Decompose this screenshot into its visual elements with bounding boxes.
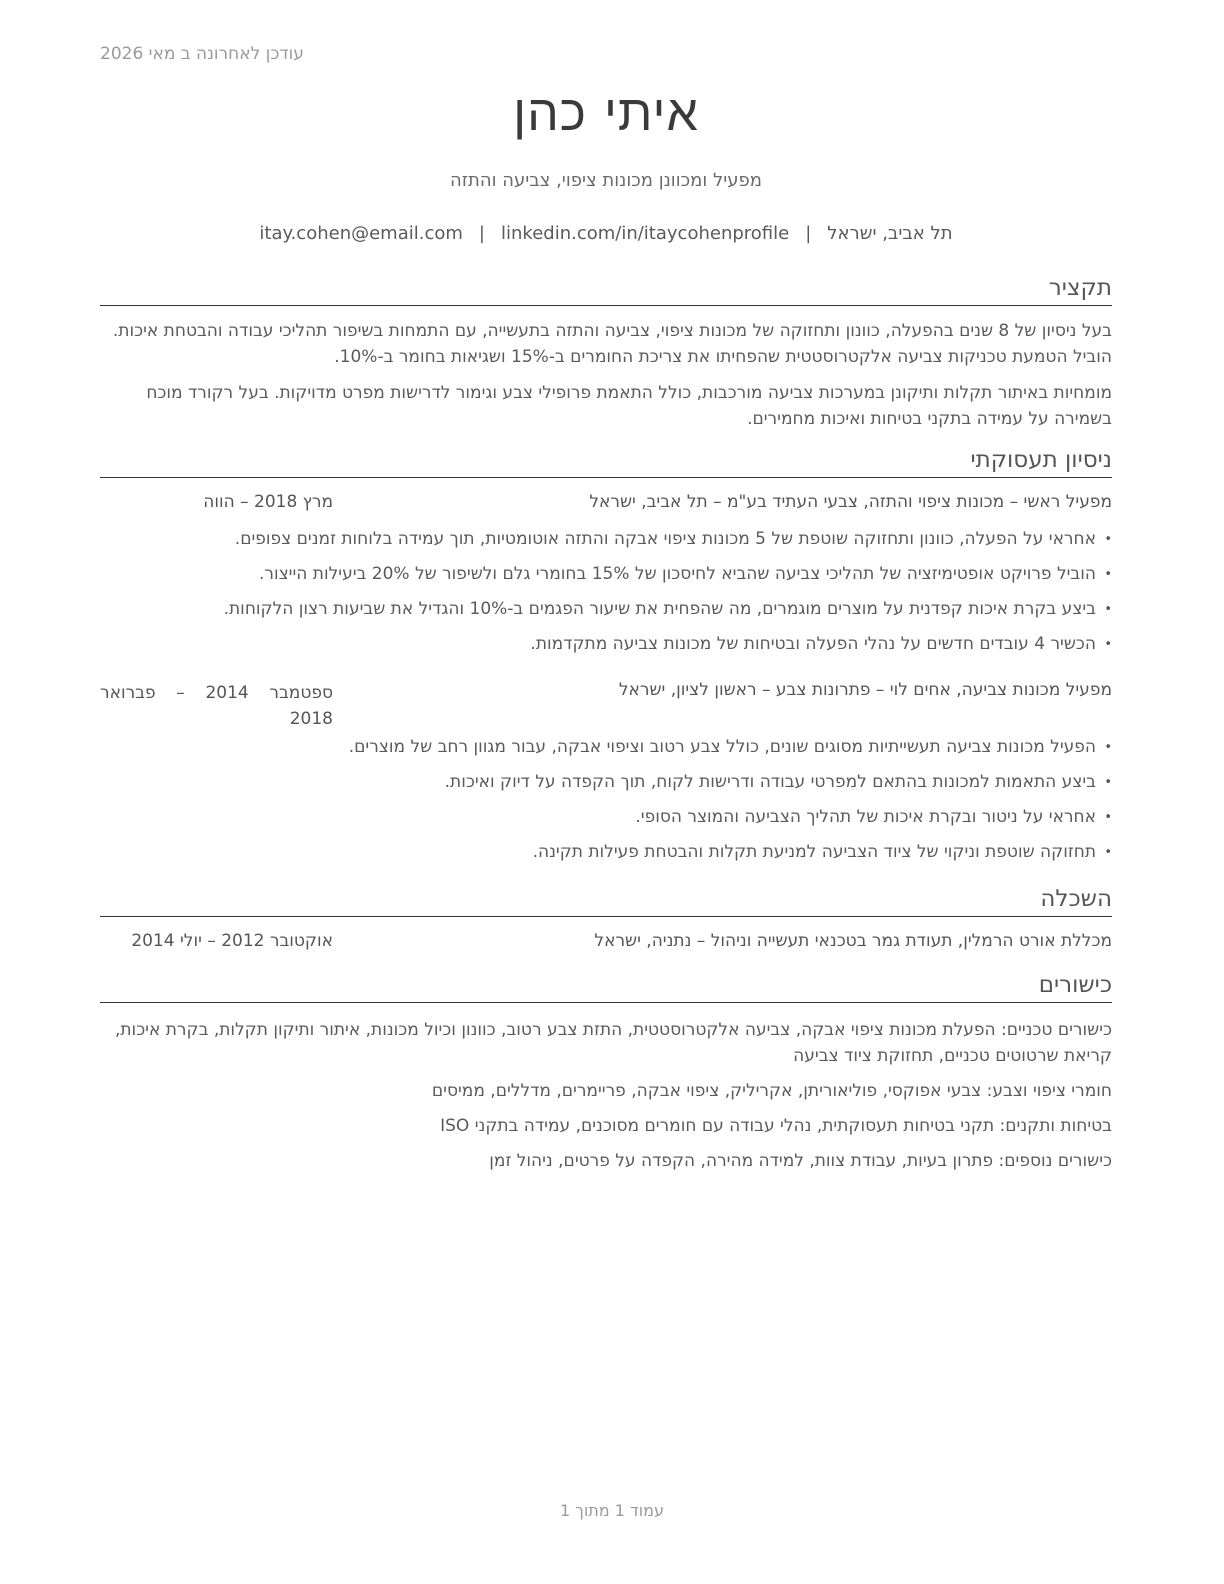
job-dates: ספטמבר 2014 – פברואר 2018 — [100, 682, 333, 729]
skills-heading: כישורים — [100, 972, 1112, 1003]
candidate-name: איתי כהן — [513, 84, 699, 142]
job-role: מפעיל מכונות צביעה, אחים לוי – פתרונות צבע – ראשון לציון, ישראל — [618, 679, 1112, 700]
education-entry — [100, 931, 1112, 957]
summary-heading: תקציר — [100, 275, 1112, 306]
list-item: • ביצע התאמות למכונות בהתאם למפרטי עבודה ודרישות לקוח, תוך הקפדה על דיוק ואיכות. — [100, 765, 1112, 800]
summary-paragraph: בעל ניסיון של 8 שנים בהפעלה, כוונון ותחזוקה של מכונות ציפוי, צביעה והתזה בתעשייה, עם התמחות בשיפור תהליכי עבודה והבטחת איכות. הוביל הטמעת טכניקות צביעה אלקטרוסטטית שהפחיתו את צריכת החומרים ב-15% ושגיאות בחומר ב-10%. — [112, 320, 1112, 367]
list-item: • תחזוקה שוטפת וניקוי של ציוד הצביעה למניעת תקלות והבטחת פעילות תקינה. — [100, 835, 1112, 870]
skills-line: בטיחות ותקנים: תקני בטיחות תעסוקתית, נהלי עבודה עם חומרים מסוכנים, עמידה בתקני ISO — [440, 1115, 1112, 1136]
list-item: • הוביל פרויקט אופטימיזציה של תהליכי צביעה שהביא לחיסכון של 15% בחומרי גלם ולשיפור של 20% ביעילות הייצור. — [100, 557, 1112, 592]
list-item: • ביצע בקרת איכות קפדנית על מוצרים מוגמרים, מה שהפחית את שיעור הפגמים ב-10% והגדיל את שביעות רצון הלקוחות. — [100, 592, 1112, 627]
contact-line — [100, 223, 1112, 244]
contact-email[interactable]: itay.cohen@email.com — [259, 223, 463, 244]
list-item: • אחראי על הפעלה, כוונון ותחזוקה שוטפת של 5 מכונות ציפוי אבקה והתזה אוטומטיות, תוך עמידה בלוחות זמנים צפופים. — [100, 522, 1112, 557]
contact-linkedin[interactable]: linkedin.com/in/itaycohenprofile — [501, 223, 790, 244]
contact-separator: | — [478, 223, 485, 244]
skills-line: חומרי ציפוי וצבע: צבעי אפוקסי, פוליאוריתן, אקריליק, ציפוי אבקה, פריימרים, מדללים, ממיסים — [431, 1080, 1112, 1101]
job-bullets — [100, 522, 1112, 662]
skills-line: כישורים טכניים: הפעלת מכונות ציפוי אבקה, צביעה אלקטרוסטטית, התזת צבע רטוב, כוונון וכיול מכונות, איתור ותיקון תקלות, בקרת איכות, קריאת שרטוטים טכניים, תחזוקת ציוד צביעה — [114, 1019, 1112, 1066]
summary-paragraph: מומחיות באיתור תקלות ותיקונן במערכות צביעה מורכבות, כולל התאמת פרופילי צבע וגימור לדרישות מפרט מדויקות. בעל רקורד מוכח בשמירה על עמידה בתקני בטיחות ואיכות מחמירים. — [146, 382, 1112, 429]
job-dates: מרץ 2018 – הווה — [203, 491, 333, 512]
experience-heading: ניסיון תעסוקתי — [100, 447, 1112, 478]
job-header — [100, 492, 1112, 518]
candidate-title: מפעיל ומכוונן מכונות ציפוי, צביעה והתזה — [450, 170, 762, 191]
page-number: עמוד 1 מתוך 1 — [560, 1501, 664, 1520]
contact-separator: | — [805, 223, 812, 244]
skills-line: כישורים נוספים: פתרון בעיות, עבודת צוות, למידה מהירה, הקפדה על פרטים, ניהול זמן — [489, 1150, 1112, 1171]
experience-section — [100, 447, 1112, 870]
contact-location: תל אביב, ישראל — [827, 223, 953, 244]
skills-section — [100, 972, 1112, 1174]
job-bullets — [100, 730, 1112, 870]
education-section — [100, 886, 1112, 957]
education-dates: אוקטובר 2012 – יולי 2014 — [131, 930, 333, 951]
last-updated-note: עודכן לאחרונה ב מאי 2026 — [100, 44, 304, 64]
job-role: מפעיל ראשי – מכונות ציפוי והתזה, צבעי העתיד בע"מ – תל אביב, ישראל — [589, 491, 1112, 512]
list-item: • הכשיר 4 עובדים חדשים על נהלי הפעלה ובטיחות של מכונות צביעה מתקדמות. — [100, 627, 1112, 662]
list-item: • אחראי על ניטור ובקרת איכות של תהליך הצביעה והמוצר הסופי. — [100, 800, 1112, 835]
summary-section — [100, 275, 1112, 432]
education-school: מכללת אורט הרמלין, תעודת גמר בטכנאי תעשייה וניהול – נתניה, ישראל — [594, 930, 1112, 951]
education-heading: השכלה — [100, 886, 1112, 917]
job-header — [100, 680, 1112, 732]
list-item: • הפעיל מכונות צביעה תעשייתיות מסוגים שונים, כולל צבע רטוב וציפוי אבקה, עבור מגוון רחב של מוצרים. — [100, 730, 1112, 765]
